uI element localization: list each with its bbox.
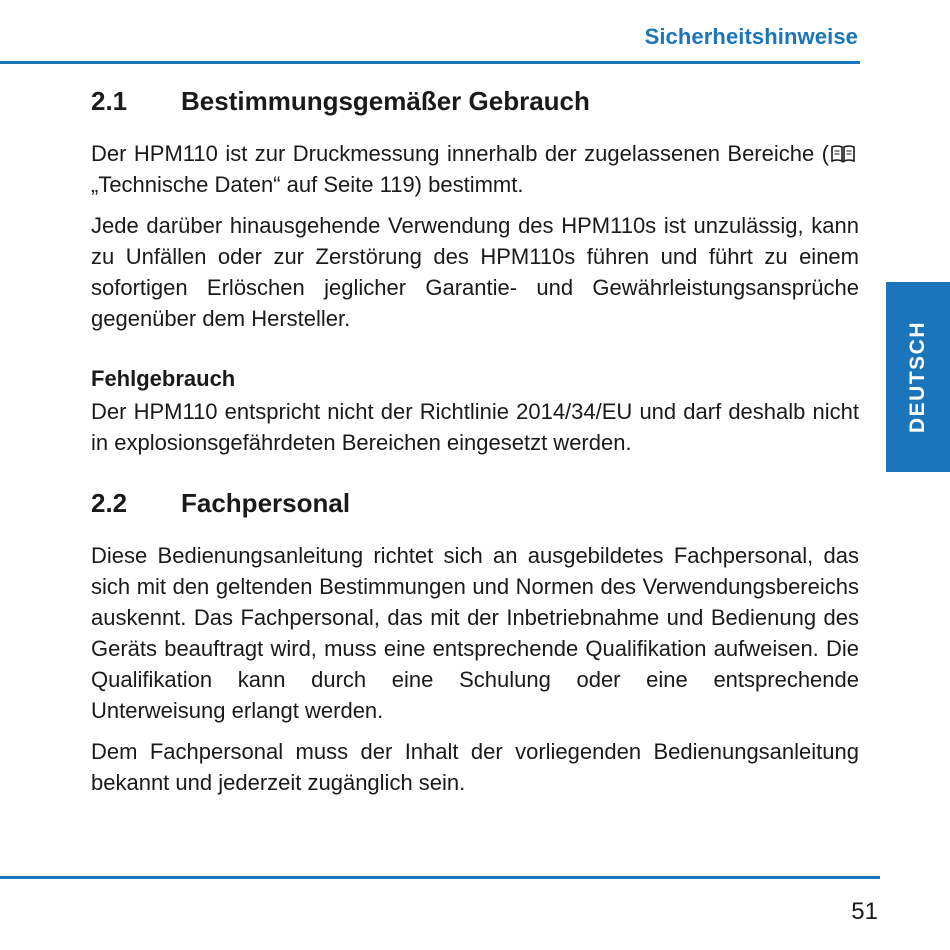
paragraph: Dem Fachpersonal muss der Inhalt der vorliegenden Bedienungsanleitung bekannt und jederzeit zugänglich sein.	[91, 739, 859, 795]
section-heading-2-1	[91, 84, 859, 118]
paragraph	[91, 138, 859, 200]
paragraph: Jede darüber hinausgehende Verwendung des HPM110s ist unzulässig, kann zu Unfällen oder zur Zerstörung des HPM110s führen und führt zu einem sofortigen Erlöschen jeglicher Garantie- und Gewährleistungsansprüche gegenüber dem Hersteller.	[91, 213, 859, 331]
section-title: Bestimmungsgemäßer Gebrauch	[181, 86, 590, 116]
running-header: Sicherheitshinweise	[644, 24, 858, 49]
header-rule	[0, 61, 860, 64]
footer-rule	[0, 876, 880, 879]
book-icon	[830, 141, 856, 161]
page-number: 51	[851, 898, 878, 925]
paragraph-text: „Technische Daten“ auf Seite 119) bestimmt.	[91, 172, 524, 197]
section-heading-2-2	[91, 486, 859, 520]
language-tab	[886, 282, 950, 472]
language-tab-label: DEUTSCH	[906, 320, 929, 434]
paragraph: Diese Bedienungsanleitung richtet sich an ausgebildetes Fachpersonal, das sich mit den geltenden Bestimmungen und Normen des Verwendungsbereichs auskennt. Das Fachpersonal, das mit der Inbetriebnahme und Bedienung des Geräts beauftragt wird, muss eine entsprechende Qualifikation aufweisen. Die Qualifikation kann durch eine Schulung oder eine entsprechende Unterweisung erlangt werden.	[91, 543, 859, 723]
page-content	[91, 84, 859, 808]
paragraph-text: Der HPM110 ist zur Druckmessung innerhalb der zugelassenen Bereiche (	[91, 141, 829, 166]
section-title: Fachpersonal	[181, 488, 351, 518]
section-number: 2.2	[91, 488, 128, 518]
subheading-misuse: Fehlgebrauch	[91, 366, 236, 391]
paragraph: Der HPM110 entspricht nicht der Richtlinie 2014/34/EU und darf deshalb nicht in explosionsgefährdeten Bereichen eingesetzt werden.	[91, 399, 859, 455]
section-number: 2.1	[91, 86, 128, 116]
